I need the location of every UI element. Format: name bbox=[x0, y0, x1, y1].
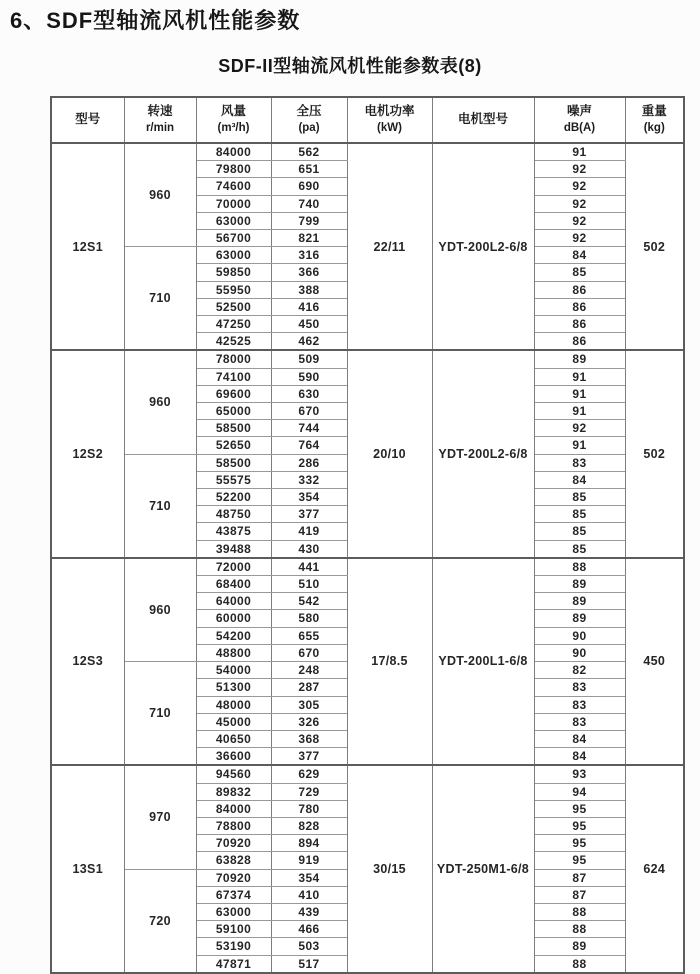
header-weight bbox=[625, 97, 684, 143]
flow-cell: 47250 bbox=[196, 316, 271, 333]
model-cell: 12S1 bbox=[51, 143, 124, 350]
flow-cell: 63828 bbox=[196, 852, 271, 869]
header-pressure bbox=[271, 97, 347, 143]
flow-cell: 58500 bbox=[196, 420, 271, 437]
speed-cell: 960 bbox=[124, 558, 196, 662]
noise-cell: 92 bbox=[534, 230, 625, 247]
pressure-cell: 439 bbox=[271, 903, 347, 920]
pressure-cell: 354 bbox=[271, 489, 347, 506]
pressure-cell: 366 bbox=[271, 264, 347, 281]
header-flow-unit: (m³/h) bbox=[217, 122, 250, 134]
flow-cell: 70920 bbox=[196, 869, 271, 886]
noise-cell: 88 bbox=[534, 903, 625, 920]
pressure-cell: 630 bbox=[271, 385, 347, 402]
header-model-label: 型号 bbox=[75, 112, 101, 127]
flow-cell: 64000 bbox=[196, 593, 271, 610]
weight-cell: 502 bbox=[625, 350, 684, 557]
noise-cell: 89 bbox=[534, 576, 625, 593]
noise-cell: 85 bbox=[534, 264, 625, 281]
speed-cell: 960 bbox=[124, 143, 196, 247]
noise-cell: 91 bbox=[534, 143, 625, 161]
noise-cell: 86 bbox=[534, 333, 625, 351]
pressure-cell: 629 bbox=[271, 765, 347, 783]
noise-cell: 92 bbox=[534, 212, 625, 229]
noise-cell: 83 bbox=[534, 713, 625, 730]
flow-cell: 94560 bbox=[196, 765, 271, 783]
pressure-cell: 729 bbox=[271, 783, 347, 800]
noise-cell: 85 bbox=[534, 489, 625, 506]
flow-cell: 74100 bbox=[196, 368, 271, 385]
flow-cell: 59850 bbox=[196, 264, 271, 281]
noise-cell: 87 bbox=[534, 869, 625, 886]
pressure-cell: 828 bbox=[271, 817, 347, 834]
pressure-cell: 410 bbox=[271, 886, 347, 903]
flow-cell: 45000 bbox=[196, 713, 271, 730]
header-motor-label: 电机型号 bbox=[457, 112, 508, 127]
fan-parameters-table-wrap bbox=[50, 96, 685, 974]
header-speed bbox=[124, 97, 196, 143]
pressure-cell: 919 bbox=[271, 852, 347, 869]
table-row bbox=[51, 350, 684, 368]
motor-power-cell: 17/8.5 bbox=[347, 558, 432, 765]
noise-cell: 83 bbox=[534, 679, 625, 696]
pressure-cell: 894 bbox=[271, 835, 347, 852]
pressure-cell: 517 bbox=[271, 955, 347, 973]
noise-cell: 86 bbox=[534, 281, 625, 298]
flow-cell: 70920 bbox=[196, 835, 271, 852]
pressure-cell: 651 bbox=[271, 161, 347, 178]
fan-parameters-table bbox=[50, 96, 685, 974]
header-noise bbox=[534, 97, 625, 143]
noise-cell: 86 bbox=[534, 316, 625, 333]
table-row bbox=[51, 765, 684, 783]
noise-cell: 84 bbox=[534, 730, 625, 747]
noise-cell: 84 bbox=[534, 247, 625, 264]
speed-cell: 970 bbox=[124, 765, 196, 869]
flow-cell: 55950 bbox=[196, 281, 271, 298]
flow-cell: 59100 bbox=[196, 921, 271, 938]
pressure-cell: 780 bbox=[271, 800, 347, 817]
flow-cell: 55575 bbox=[196, 471, 271, 488]
pressure-cell: 764 bbox=[271, 437, 347, 454]
noise-cell: 87 bbox=[534, 886, 625, 903]
flow-cell: 42525 bbox=[196, 333, 271, 351]
noise-cell: 83 bbox=[534, 696, 625, 713]
noise-cell: 90 bbox=[534, 627, 625, 644]
pressure-cell: 590 bbox=[271, 368, 347, 385]
header-power-unit: (kW) bbox=[377, 122, 402, 134]
noise-cell: 94 bbox=[534, 783, 625, 800]
pressure-cell: 670 bbox=[271, 403, 347, 420]
flow-cell: 51300 bbox=[196, 679, 271, 696]
flow-cell: 78000 bbox=[196, 350, 271, 368]
pressure-cell: 287 bbox=[271, 679, 347, 696]
pressure-cell: 655 bbox=[271, 627, 347, 644]
noise-cell: 91 bbox=[534, 403, 625, 420]
pressure-cell: 248 bbox=[271, 662, 347, 679]
noise-cell: 91 bbox=[534, 385, 625, 402]
noise-cell: 95 bbox=[534, 817, 625, 834]
flow-cell: 47871 bbox=[196, 955, 271, 973]
flow-cell: 39488 bbox=[196, 540, 271, 558]
noise-cell: 89 bbox=[534, 593, 625, 610]
model-cell: 12S3 bbox=[51, 558, 124, 765]
flow-cell: 52650 bbox=[196, 437, 271, 454]
header-pressure-unit: (pa) bbox=[298, 122, 320, 134]
flow-cell: 63000 bbox=[196, 903, 271, 920]
pressure-cell: 740 bbox=[271, 195, 347, 212]
pressure-cell: 562 bbox=[271, 143, 347, 161]
flow-cell: 84000 bbox=[196, 143, 271, 161]
noise-cell: 91 bbox=[534, 368, 625, 385]
flow-cell: 78800 bbox=[196, 817, 271, 834]
table-row bbox=[51, 143, 684, 161]
pressure-cell: 368 bbox=[271, 730, 347, 747]
page-title: 6、SDF型轴流风机性能参数 bbox=[10, 8, 301, 33]
flow-cell: 70000 bbox=[196, 195, 271, 212]
pressure-cell: 466 bbox=[271, 921, 347, 938]
pressure-cell: 821 bbox=[271, 230, 347, 247]
speed-cell: 710 bbox=[124, 662, 196, 766]
flow-cell: 52200 bbox=[196, 489, 271, 506]
noise-cell: 88 bbox=[534, 955, 625, 973]
flow-cell: 63000 bbox=[196, 247, 271, 264]
noise-cell: 92 bbox=[534, 420, 625, 437]
noise-cell: 85 bbox=[534, 523, 625, 540]
noise-cell: 84 bbox=[534, 748, 625, 766]
pressure-cell: 462 bbox=[271, 333, 347, 351]
noise-cell: 92 bbox=[534, 178, 625, 195]
pressure-cell: 744 bbox=[271, 420, 347, 437]
flow-cell: 54200 bbox=[196, 627, 271, 644]
pressure-cell: 326 bbox=[271, 713, 347, 730]
speed-cell: 960 bbox=[124, 350, 196, 454]
pressure-cell: 670 bbox=[271, 644, 347, 661]
flow-cell: 56700 bbox=[196, 230, 271, 247]
pressure-cell: 377 bbox=[271, 506, 347, 523]
pressure-cell: 441 bbox=[271, 558, 347, 576]
pressure-cell: 354 bbox=[271, 869, 347, 886]
model-cell: 13S1 bbox=[51, 765, 124, 972]
pressure-cell: 316 bbox=[271, 247, 347, 264]
flow-cell: 40650 bbox=[196, 730, 271, 747]
flow-cell: 60000 bbox=[196, 610, 271, 627]
pressure-cell: 388 bbox=[271, 281, 347, 298]
flow-cell: 65000 bbox=[196, 403, 271, 420]
noise-cell: 83 bbox=[534, 454, 625, 471]
pressure-cell: 509 bbox=[271, 350, 347, 368]
pressure-cell: 305 bbox=[271, 696, 347, 713]
flow-cell: 52500 bbox=[196, 298, 271, 315]
weight-cell: 624 bbox=[625, 765, 684, 972]
header-motor bbox=[432, 97, 534, 143]
flow-cell: 48800 bbox=[196, 644, 271, 661]
noise-cell: 91 bbox=[534, 437, 625, 454]
table-row bbox=[51, 558, 684, 576]
speed-cell: 710 bbox=[124, 247, 196, 351]
pressure-cell: 416 bbox=[271, 298, 347, 315]
header-model bbox=[51, 97, 124, 143]
motor-power-cell: 30/15 bbox=[347, 765, 432, 972]
noise-cell: 86 bbox=[534, 298, 625, 315]
pressure-cell: 799 bbox=[271, 212, 347, 229]
pressure-cell: 580 bbox=[271, 610, 347, 627]
header-row bbox=[51, 97, 684, 143]
weight-cell: 502 bbox=[625, 143, 684, 350]
motor-power-cell: 20/10 bbox=[347, 350, 432, 557]
pressure-cell: 503 bbox=[271, 938, 347, 955]
header-pressure-label: 全压 bbox=[296, 104, 322, 119]
noise-cell: 95 bbox=[534, 800, 625, 817]
pressure-cell: 690 bbox=[271, 178, 347, 195]
flow-cell: 74600 bbox=[196, 178, 271, 195]
noise-cell: 92 bbox=[534, 161, 625, 178]
speed-cell: 710 bbox=[124, 454, 196, 558]
noise-cell: 93 bbox=[534, 765, 625, 783]
header-weight-label: 重量 bbox=[641, 104, 667, 119]
motor-model-cell: YDT-250M1-6/8 bbox=[432, 765, 534, 972]
fan-table-body bbox=[51, 143, 684, 973]
pressure-cell: 542 bbox=[271, 593, 347, 610]
noise-cell: 92 bbox=[534, 195, 625, 212]
noise-cell: 95 bbox=[534, 835, 625, 852]
flow-cell: 36600 bbox=[196, 748, 271, 766]
flow-cell: 48750 bbox=[196, 506, 271, 523]
noise-cell: 82 bbox=[534, 662, 625, 679]
noise-cell: 89 bbox=[534, 350, 625, 368]
header-noise-unit: dB(A) bbox=[563, 122, 596, 134]
header-flow-label: 风量 bbox=[220, 104, 246, 119]
flow-cell: 63000 bbox=[196, 212, 271, 229]
noise-cell: 88 bbox=[534, 558, 625, 576]
model-cell: 12S2 bbox=[51, 350, 124, 557]
pressure-cell: 450 bbox=[271, 316, 347, 333]
pressure-cell: 419 bbox=[271, 523, 347, 540]
noise-cell: 90 bbox=[534, 644, 625, 661]
header-weight-unit: (kg) bbox=[643, 122, 665, 134]
noise-cell: 89 bbox=[534, 610, 625, 627]
flow-cell: 79800 bbox=[196, 161, 271, 178]
flow-cell: 58500 bbox=[196, 454, 271, 471]
motor-power-cell: 22/11 bbox=[347, 143, 432, 350]
pressure-cell: 377 bbox=[271, 748, 347, 766]
flow-cell: 53190 bbox=[196, 938, 271, 955]
pressure-cell: 286 bbox=[271, 454, 347, 471]
flow-cell: 84000 bbox=[196, 800, 271, 817]
header-flow bbox=[196, 97, 271, 143]
flow-cell: 69600 bbox=[196, 385, 271, 402]
flow-cell: 89832 bbox=[196, 783, 271, 800]
weight-cell: 450 bbox=[625, 558, 684, 765]
pressure-cell: 332 bbox=[271, 471, 347, 488]
header-speed-label: 转速 bbox=[147, 104, 173, 119]
header-speed-unit: r/min bbox=[145, 122, 175, 134]
noise-cell: 85 bbox=[534, 506, 625, 523]
table-subtitle: SDF-II型轴流风机性能参数表(8) bbox=[218, 56, 482, 76]
flow-cell: 72000 bbox=[196, 558, 271, 576]
speed-cell: 720 bbox=[124, 869, 196, 973]
motor-model-cell: YDT-200L2-6/8 bbox=[432, 350, 534, 557]
noise-cell: 89 bbox=[534, 938, 625, 955]
flow-cell: 54000 bbox=[196, 662, 271, 679]
noise-cell: 85 bbox=[534, 540, 625, 558]
flow-cell: 48000 bbox=[196, 696, 271, 713]
flow-cell: 67374 bbox=[196, 886, 271, 903]
motor-model-cell: YDT-200L2-6/8 bbox=[432, 143, 534, 350]
noise-cell: 95 bbox=[534, 852, 625, 869]
motor-model-cell: YDT-200L1-6/8 bbox=[432, 558, 534, 765]
header-power bbox=[347, 97, 432, 143]
flow-cell: 43875 bbox=[196, 523, 271, 540]
pressure-cell: 510 bbox=[271, 576, 347, 593]
noise-cell: 88 bbox=[534, 921, 625, 938]
flow-cell: 68400 bbox=[196, 576, 271, 593]
pressure-cell: 430 bbox=[271, 540, 347, 558]
noise-cell: 84 bbox=[534, 471, 625, 488]
header-noise-label: 噪声 bbox=[566, 104, 592, 119]
header-power-label: 电机功率 bbox=[364, 104, 415, 119]
